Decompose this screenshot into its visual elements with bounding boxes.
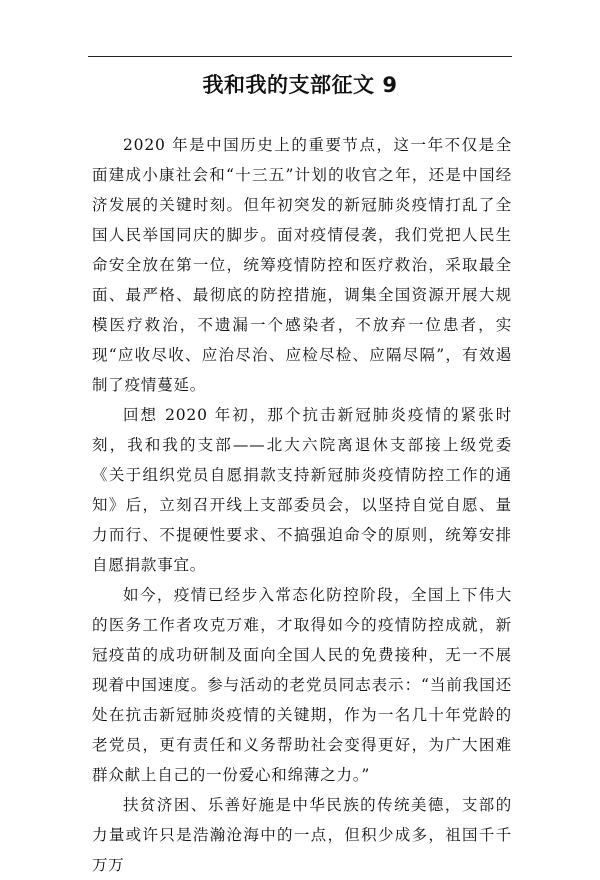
paragraph-2: 回想 2020 年初，那个抗击新冠肺炎疫情的紧张时刻，我和我的支部——北大六院离退休支部接上级党委《关于组织党员自愿捐款支持新冠肺炎疫情防控工作的通知》后，立刻召开线上支部委员会，以坚持自觉自愿、量力而行、不提硬性要求、不搞强迫命令的原则，统筹安排自愿捐款事宜。 <box>92 406 512 574</box>
paragraph-1: 2020 年是中国历史上的重要节点，这一年不仅是全面建成小康社会和“十三五”计划的收官之年，还是中国经济发展的关键时刻。但年初突发的新冠肺炎疫情打乱了全国人民举国同庆的脚步。面对疫情侵袭，我们党把人民生命安全放在第一位，统筹疫情防控和医疗救治，采取最全面、最严格、最彻底的防控措施，调集全国资源开展大规模医疗救治，不遗漏一个感染者，不放弃一位患者，实现“应收尽收、应治尽治、应检尽检、应隔尽隔”，有效遏制了疫情蔓延。 <box>92 136 512 394</box>
paragraph-3: 如今，疫情已经步入常态化防控阶段，全国上下伟大的医务工作者攻克万难，才取得如今的疫情防控成就，新冠疫苗的成功研制及面向全国人民的免费接种，无一不展现着中国速度。参与活动的老党员同志表示：“当前我国还处在抗击新冠肺炎疫情的关键期，作为一名几十年党龄的老党员，更有责任和义务帮助社会变得更好，为广大困难群众献上自己的一份爱心和绵薄之力。” <box>92 586 512 784</box>
document-body <box>92 130 512 874</box>
header-rule <box>88 56 512 57</box>
paragraph-4: 扶贫济困、乐善好施是中华民族的传统美德，支部的力量或许只是浩瀚沧海中的一点，但积少成多，祖国千千万万 <box>92 796 512 874</box>
document-title: 我和我的支部征文 9 <box>202 73 398 97</box>
